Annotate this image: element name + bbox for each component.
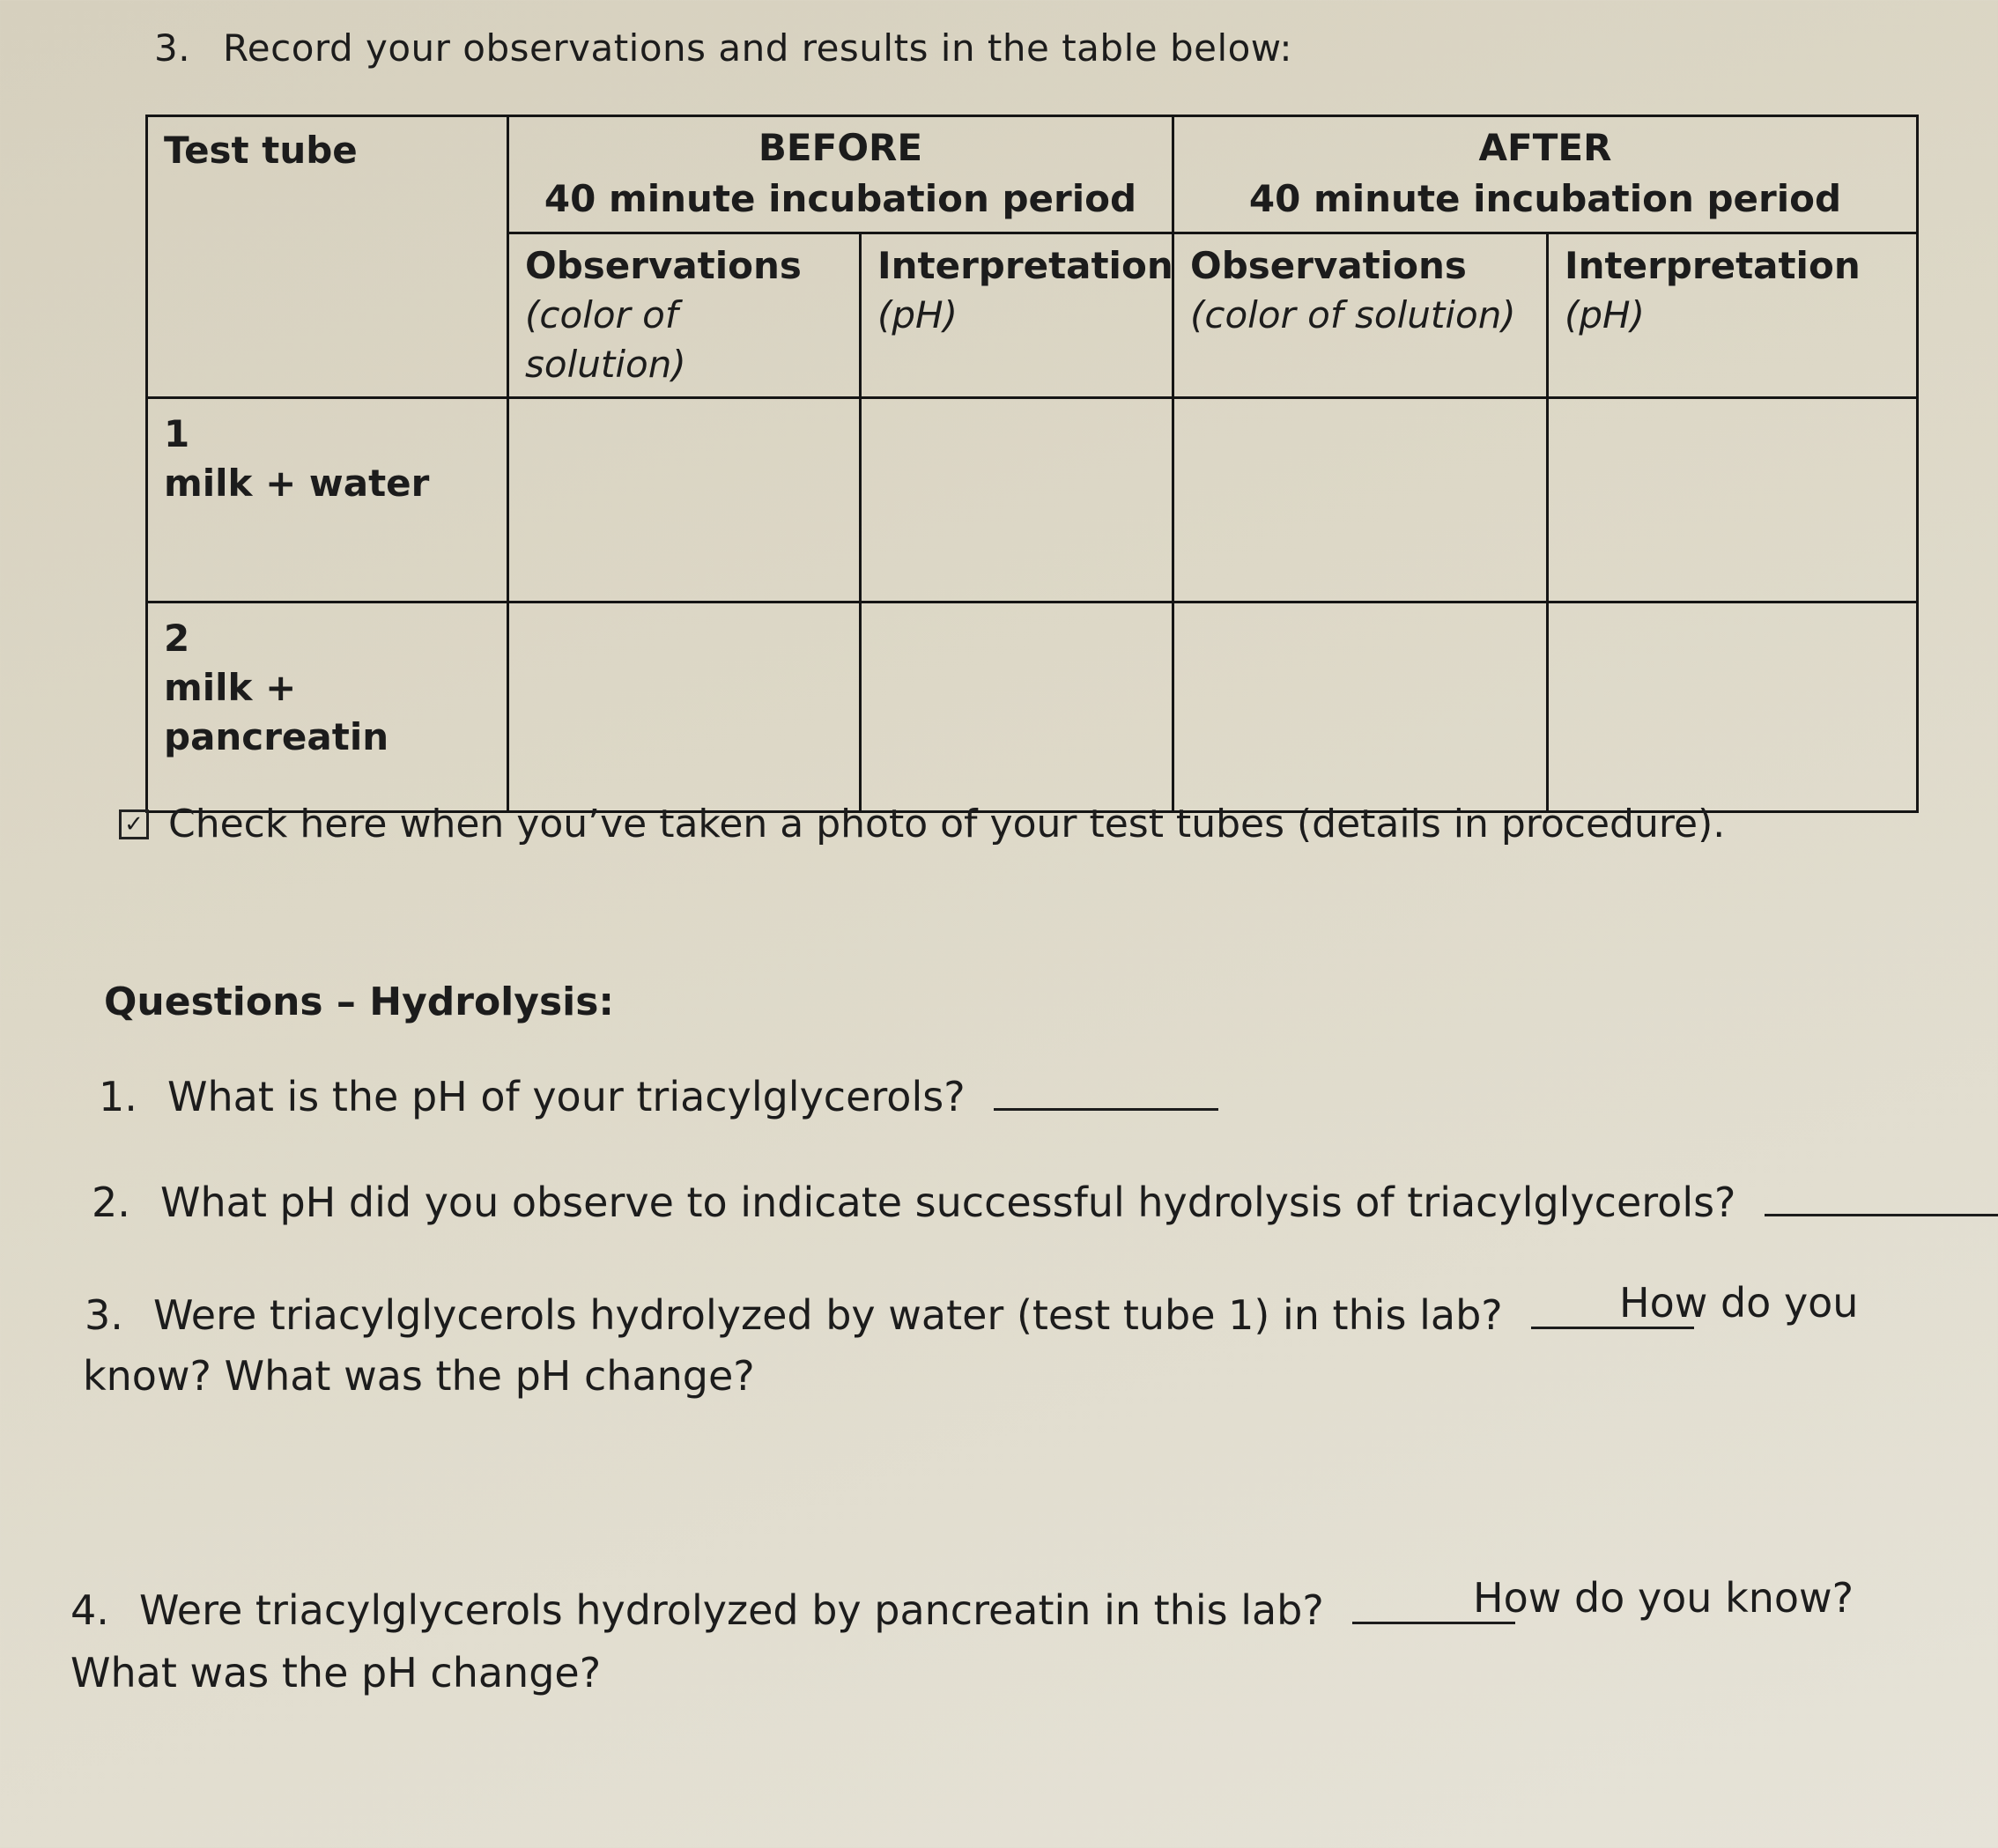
question-2-number: 2. [92, 1179, 130, 1226]
question-3-continuation: know? What was the pH change? [83, 1352, 755, 1400]
question-2-answer-blank[interactable] [1765, 1173, 1998, 1216]
heading-number: 3. [154, 26, 191, 70]
row2-before-interpretation-cell[interactable] [861, 602, 1173, 812]
row1-label [147, 398, 508, 602]
row1-number: 1 [164, 412, 190, 455]
question-2 [92, 1173, 1998, 1226]
obs-sub: (color of solution) [1190, 293, 1516, 336]
before-observations-header [508, 233, 861, 398]
question-2-text: What pH did you observe to indicate successful hydrolysis of triacylglycerols? [160, 1179, 1736, 1226]
question-4-number: 4. [70, 1586, 109, 1634]
table-header-row [147, 116, 1918, 233]
after-interpretation-header [1548, 233, 1918, 398]
table-row [147, 398, 1918, 602]
question-1-number: 1. [99, 1073, 137, 1120]
interp-title: Interpretation [877, 244, 1173, 287]
question-1 [99, 1068, 1218, 1120]
observations-table [145, 115, 1919, 813]
photo-check-line [119, 802, 1725, 846]
row2-number: 2 [164, 617, 190, 660]
before-header [508, 116, 1173, 233]
row2-after-interpretation-cell[interactable] [1548, 602, 1918, 812]
before-line2: 40 minute incubation period [544, 177, 1137, 220]
row1-before-observations-cell[interactable] [508, 398, 861, 602]
obs-sub: (color of solution) [525, 293, 686, 386]
question-3-tail: How do you [1619, 1279, 1859, 1327]
after-line1: AFTER [1478, 126, 1612, 169]
row2-before-observations-cell[interactable] [508, 602, 861, 812]
interp-title: Interpretation [1565, 244, 1861, 287]
before-line1: BEFORE [758, 126, 923, 169]
question-4-continuation: What was the pH change? [70, 1649, 602, 1696]
after-observations-header [1173, 233, 1548, 398]
question-4 [70, 1581, 1515, 1634]
obs-title: Observations [1190, 244, 1467, 287]
row1-text: milk + water [164, 462, 430, 505]
after-header [1173, 116, 1918, 233]
test-tube-header: Test tube [147, 116, 508, 398]
question-3-text: Were triacylglycerols hydrolyzed by water (test tube 1) in this lab? [153, 1291, 1503, 1339]
row2-text: milk + pancreatin [164, 666, 389, 758]
question-1-answer-blank[interactable] [994, 1068, 1218, 1111]
row1-after-interpretation-cell[interactable] [1548, 398, 1918, 602]
table-row [147, 602, 1918, 812]
before-interpretation-header [861, 233, 1173, 398]
row1-after-observations-cell[interactable] [1173, 398, 1548, 602]
heading-text: Record your observations and results in the table below: [223, 26, 1293, 70]
question-3 [85, 1286, 1694, 1339]
photo-checkbox[interactable] [119, 809, 149, 839]
interp-sub: (pH) [1565, 293, 1646, 336]
photo-check-text: Check here when you’ve taken a photo of your test tubes (details in procedure). [168, 802, 1726, 846]
row2-label [147, 602, 508, 812]
question-4-tail: How do you know? [1473, 1574, 1854, 1622]
question-3-number: 3. [85, 1291, 123, 1339]
after-line2: 40 minute incubation period [1248, 177, 1842, 220]
questions-title: Questions – Hydrolysis: [104, 979, 615, 1024]
checkmark-icon: ✓ [124, 810, 144, 838]
question-4-text: Were triacylglycerols hydrolyzed by pancreatin in this lab? [139, 1586, 1324, 1634]
obs-title: Observations [525, 244, 802, 287]
question-1-text: What is the pH of your triacylglycerols? [167, 1073, 966, 1120]
section-heading [154, 26, 1292, 70]
interp-sub: (pH) [877, 293, 958, 336]
row2-after-observations-cell[interactable] [1173, 602, 1548, 812]
row1-before-interpretation-cell[interactable] [861, 398, 1173, 602]
